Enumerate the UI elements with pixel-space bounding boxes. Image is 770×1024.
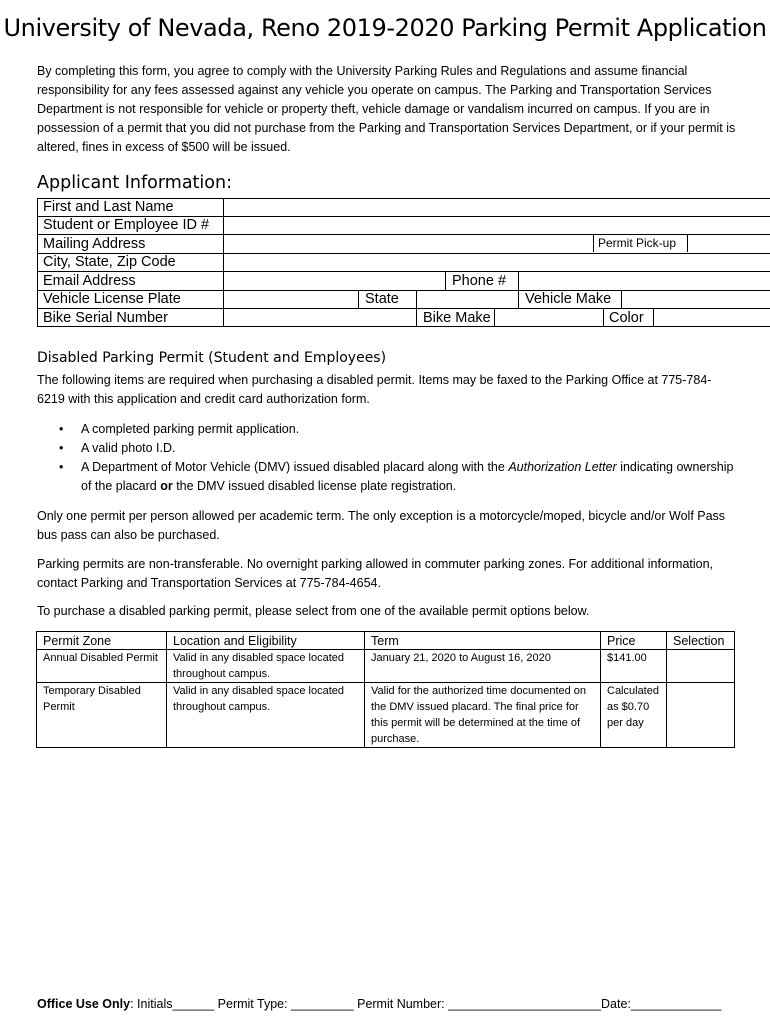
applicant-form-table (37, 198, 770, 328)
pickup-field[interactable] (688, 236, 770, 252)
row-location: Valid in any disabled space located throughout campus. (167, 650, 365, 683)
email-field[interactable] (224, 273, 444, 289)
pickup-label: Permit Pick-up (598, 236, 677, 250)
bike-make-field[interactable] (495, 309, 602, 325)
table-row (37, 683, 735, 748)
disabled-heading: Disabled Parking Permit (Student and Employees) (37, 350, 387, 366)
permit-options-table (36, 631, 735, 748)
header-selection: Selection (667, 632, 735, 650)
office-use-line (37, 997, 721, 1011)
bike-make-label: Bike Make (423, 310, 491, 326)
email-label: Email Address (43, 273, 136, 289)
city-label: City, State, Zip Code (43, 254, 176, 270)
name-field[interactable] (224, 199, 770, 215)
id-label: Student or Employee ID # (43, 217, 210, 233)
header-zone: Permit Zone (37, 632, 167, 650)
vehicle-make-label: Vehicle Make (525, 291, 612, 307)
bike-serial-label: Bike Serial Number (43, 310, 168, 326)
row-price: $141.00 (601, 650, 667, 683)
phone-field[interactable] (519, 273, 770, 289)
id-field[interactable] (224, 217, 770, 233)
items-intro: The following items are required when purchasing a disabled permit. Items may be faxed to the Parking Office at 775-784-6219 with this application and credit card authorization form. (37, 373, 712, 406)
color-label: Color (609, 310, 644, 326)
list-item: • A valid photo I.D. (59, 441, 176, 455)
table-header-row (37, 632, 735, 650)
city-field[interactable] (224, 254, 770, 270)
row-location: Valid in any disabled space located throughout campus. (167, 683, 365, 748)
intro-paragraph: By completing this form, you agree to comply with the University Parking Rules and Regulations and assume financial responsibility for any fees assessed against any vehicle you operate on campus. The Parking and Transportation Services Department is not responsible for vehicle or property theft, vehicle damage or vandalism incurred on campus. If you are in possession of a permit that you did not purchase from the Parking and Transportation Services Department, or if your permit is altered, fines in excess of $500 will be issued. (37, 64, 736, 154)
purchase-note: To purchase a disabled parking permit, please select from one of the available permit options below. (37, 604, 590, 618)
plate-field[interactable] (224, 291, 357, 307)
required-items-list (37, 420, 737, 496)
state-field[interactable] (417, 291, 517, 307)
header-location: Location and Eligibility (167, 632, 365, 650)
header-price: Price (601, 632, 667, 650)
mailing-field[interactable] (224, 236, 592, 252)
row-term: January 21, 2020 to August 16, 2020 (365, 650, 601, 683)
page-title: University of Nevada, Reno 2019-2020 Parking Permit Application (3, 14, 767, 42)
row-term: Valid for the authorized time documented on the DMV issued placard. The final price for this permit will be determined at the time of purchase. (365, 683, 601, 748)
row-zone: Annual Disabled Permit (37, 650, 167, 683)
name-label: First and Last Name (43, 199, 174, 215)
plate-label: Vehicle License Plate (43, 291, 181, 307)
state-label: State (365, 291, 399, 307)
list-item: • A completed parking permit application. (59, 422, 300, 436)
table-row (37, 650, 735, 683)
bike-serial-field[interactable] (224, 309, 415, 325)
header-term: Term (365, 632, 601, 650)
office-use-label: Office Use Only (37, 997, 131, 1011)
color-field[interactable] (654, 309, 770, 325)
non-transfer-paragraph: Parking permits are non-transferable. No overnight parking allowed in commuter parking zones. For additional information, contact Parking and Transportation Services at 775-784-4654. (37, 557, 714, 590)
vehicle-make-field[interactable] (622, 291, 770, 307)
office-use-fields: : Initials______ Permit Type: _________ Permit Number: ______________________Date:_____________ (130, 997, 722, 1011)
selection-cell-temporary[interactable] (667, 683, 735, 748)
applicant-heading: Applicant Information: (37, 173, 232, 193)
selection-cell-annual[interactable] (667, 650, 735, 683)
one-permit-paragraph: Only one permit per person allowed per academic term. The only exception is a motorcycle/moped, bicycle and/or Wolf Pass bus pass can also be purchased. (37, 509, 726, 542)
phone-label: Phone # (452, 273, 507, 289)
row-price: Calculated as $0.70 per day (601, 683, 667, 748)
mailing-label: Mailing Address (43, 236, 146, 252)
row-zone: Temporary Disabled Permit (37, 683, 167, 748)
list-item: • A Department of Motor Vehicle (DMV) issued disabled placard along with the Authorization Letter indicating ownership of the placard or the DMV issued disabled license plate registration. (59, 460, 734, 493)
